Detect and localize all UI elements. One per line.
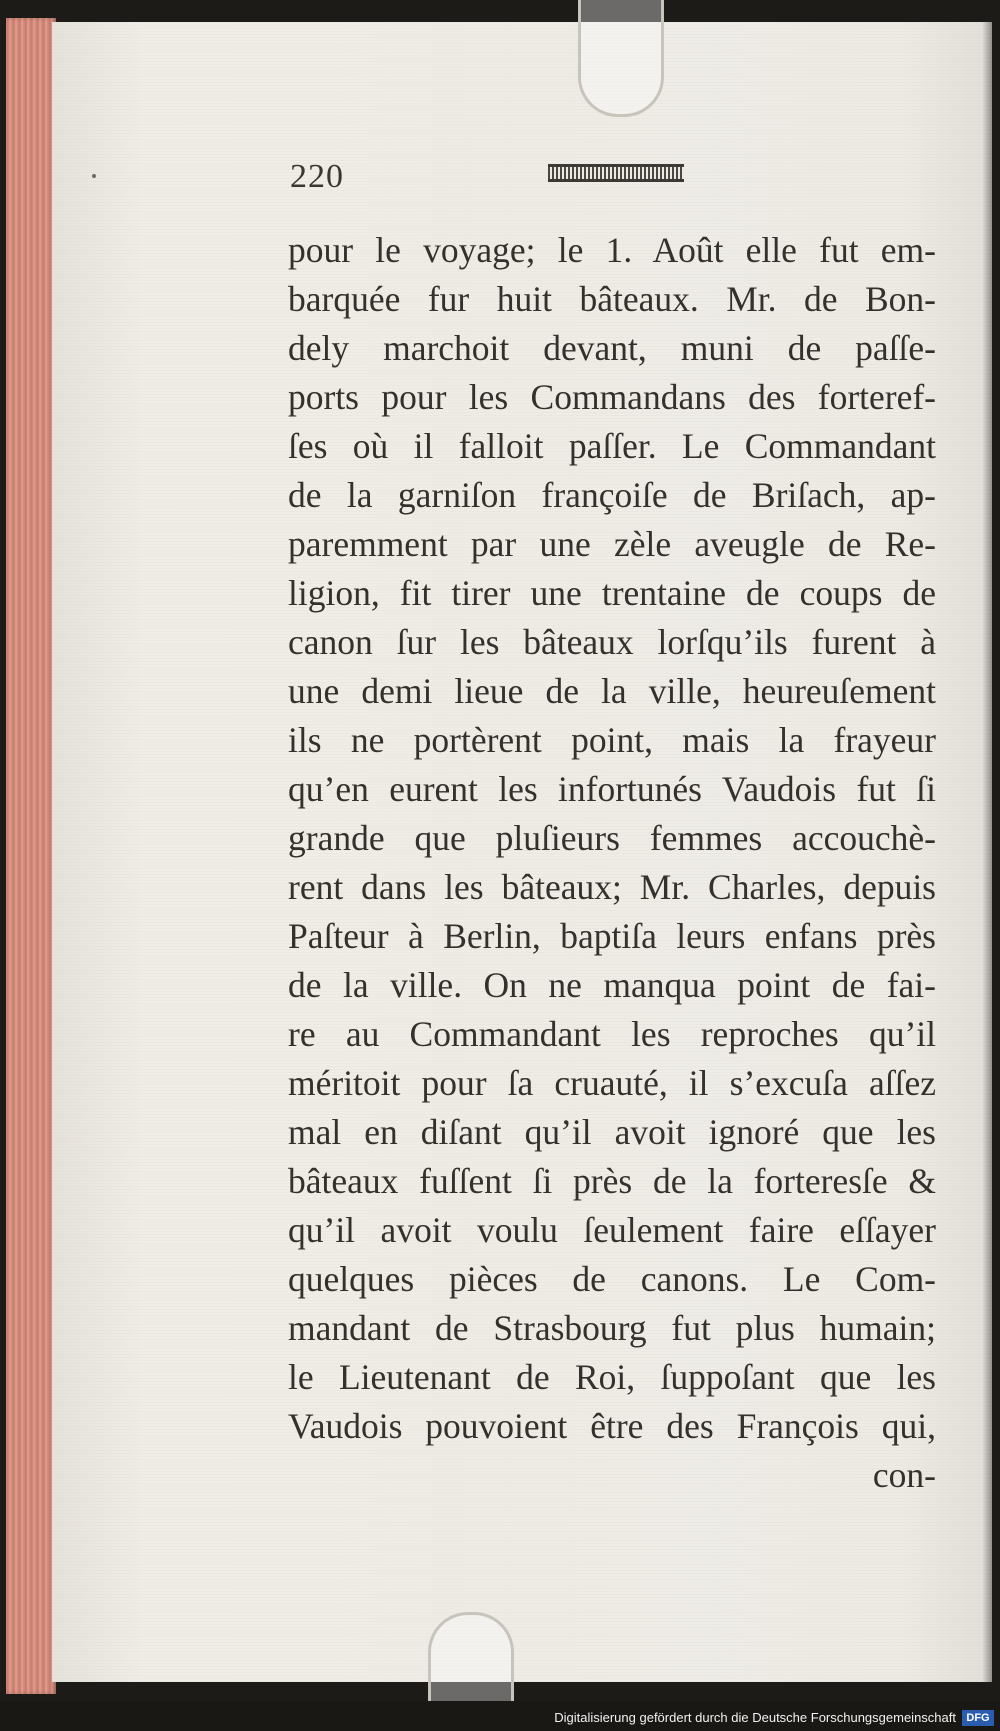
- text-line: Vaudois pouvoient être des François qui,: [288, 1406, 936, 1446]
- text-line: re au Commandant les reproches qu’il: [288, 1014, 936, 1054]
- text-line: une demi lieue de la ville, heureuſement: [288, 671, 936, 711]
- text-line: de la garniſon françoiſe de Briſach, ap-: [288, 475, 936, 515]
- page-edge: [6, 18, 56, 1694]
- footer-credit: Digitalisierung gefördert durch die Deutsche Forschungsgemeinschaft: [554, 1710, 956, 1725]
- text-line: ligion, fit tirer une trentaine de coups de: [288, 573, 936, 613]
- text-line: canon ſur les bâteaux lorſqu’ils furent à: [288, 622, 936, 662]
- text-line: de la ville. On ne manqua point de fai-: [288, 965, 936, 1005]
- text-line: ils ne portèrent point, mais la frayeur: [288, 720, 936, 760]
- text-line: mandant de Strasbourg fut plus humain;: [288, 1308, 936, 1348]
- text-line: ſes où il falloit paſſer. Le Commandant: [288, 426, 936, 466]
- text-line: le Lieutenant de Roi, ſuppoſant que les: [288, 1357, 936, 1397]
- body-text: [288, 226, 936, 1500]
- dfg-logo-icon: DFG: [962, 1710, 994, 1726]
- header-ornament: [548, 164, 684, 182]
- ink-mark: [92, 174, 96, 178]
- text-line: rent dans les bâteaux; Mr. Charles, depuis: [288, 867, 936, 907]
- text-line: Paſteur à Berlin, baptiſa leurs enfans près: [288, 916, 936, 956]
- text-line: ports pour les Commandans des forteref-: [288, 377, 936, 417]
- text-line: qu’il avoit voulu ſeulement faire eſſayer: [288, 1210, 936, 1250]
- text-line: barquée fur huit bâteaux. Mr. de Bon-: [288, 279, 936, 319]
- text-line: paremment par une zèle aveugle de Re-: [288, 524, 936, 564]
- text-line: méritoit pour ſa cruauté, il s’excuſa aſſez: [288, 1063, 936, 1103]
- gutter-shadow: [982, 22, 992, 1682]
- catchword: con-: [872, 1455, 936, 1495]
- text-line: qu’en eurent les infortunés Vaudois fut ſi: [288, 769, 936, 809]
- text-line: grande que pluſieurs femmes accouchè-: [288, 818, 936, 858]
- text-line: quelques pièces de canons. Le Com-: [288, 1259, 936, 1299]
- text-line: dely marchoit devant, muni de paſſe-: [288, 328, 936, 368]
- text-line: pour le voyage; le 1. Août elle fut em-: [288, 230, 936, 270]
- text-line: bâteaux fuſſent ſi près de la forteresſe &: [288, 1161, 936, 1201]
- footer-bar: [0, 1701, 1000, 1731]
- text-line: mal en diſant qu’il avoit ignoré que les: [288, 1112, 936, 1152]
- page-clip-icon: [578, 0, 664, 117]
- page-number: 220: [290, 158, 344, 195]
